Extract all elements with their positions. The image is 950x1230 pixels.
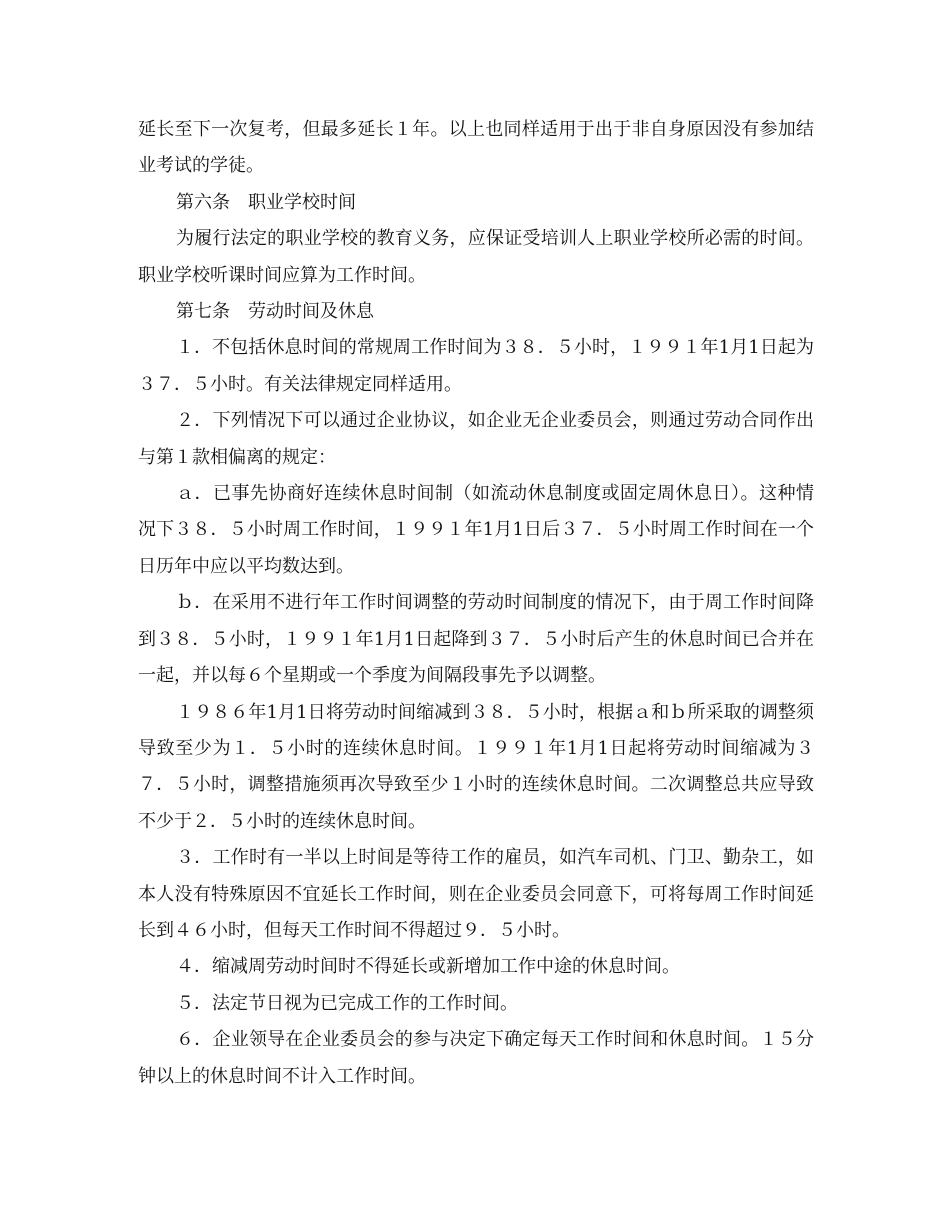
paragraph-clause-5: ５．法定节日视为已完成工作的工作时间。 (176, 992, 518, 1014)
paragraph-reduction-note: １９８６年1月1日将劳动时间缩减到３８．５小时，根据ａ和ｂ所采取的调整须导致至少为１．５小时的连续休息时间。１９９１年1月1日起将劳动时间缩减为３７．５小时，调整措施须再次导致至少１小时的连续休息时间。二次调整总共应导致不少于２．５小时的连续休息时间。 (138, 701, 814, 832)
heading-article-7: 第七条 劳动时间及休息 (176, 301, 374, 323)
paragraph-clause-2b: ｂ．在采用不进行年工作时间调整的劳动时间制度的情况下，由于周工作时间降到３８．５小时，１９９１年1月1日起降到３７．５小时后产生的休息时间已合并在一起，并以每６个星期或一个季度为间隔段事先予以调整。 (138, 592, 814, 687)
paragraph-clause-4: ４．缩减周劳动时间时不得延长或新增加工作中途的休息时间。 (176, 956, 680, 978)
paragraph-continuation: 延长至下一次复考，但最多延长１年。以上也同样适用于出于非自身原因没有参加结业考试的学徒。 (138, 119, 814, 177)
paragraph-clause-2: ２．下列情况下可以通过企业协议，如企业无企业委员会，则通过劳动合同作出与第１款相偏离的规定： (138, 410, 814, 468)
heading-article-6: 第六条 职业学校时间 (176, 191, 356, 213)
paragraph-clause-6: ６．企业领导在企业委员会的参与决定下确定每天工作时间和休息时间。１５分钟以上的休息时间不计入工作时间。 (138, 1029, 814, 1087)
paragraph-clause-3: ３．工作时有一半以上时间是等待工作的雇员，如汽车司机、门卫、勤杂工，如本人没有特殊原因不宜延长工作时间，则在企业委员会同意下，可将每周工作时间延长到４６小时，但每天工作时间不得超过９．５小时。 (138, 847, 814, 941)
paragraph-article-6-body: 为履行法定的职业学校的教育义务，应保证受培训人上职业学校所必需的时间。职业学校听课时间应算为工作时间。 (138, 228, 814, 286)
paragraph-clause-2a: ａ．已事先协商好连续休息时间制（如流动休息制度或固定周休息日）。这种情况下３８．５小时周工作时间，１９９１年1月1日后３７．５小时周工作时间在一个日历年中应以平均数达到。 (138, 483, 814, 577)
document-body (138, 112, 814, 1095)
paragraph-clause-1: １．不包括休息时间的常规周工作时间为３８．５小时，１９９１年1月1日起为３７．５小时。有关法律规定同样适用。 (138, 337, 814, 395)
